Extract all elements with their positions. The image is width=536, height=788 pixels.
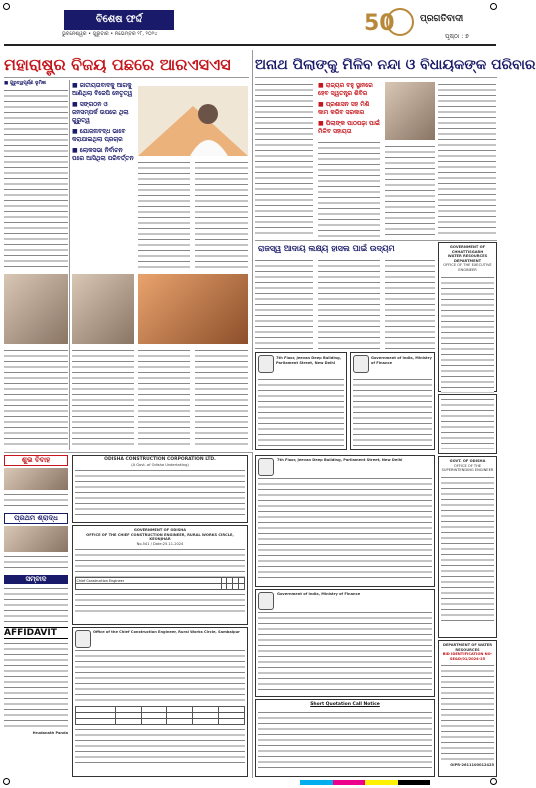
affidavit-body <box>4 641 68 731</box>
body-text <box>255 82 313 237</box>
body-text <box>318 140 380 237</box>
pfrda-notice-4 <box>255 589 435 697</box>
paper-name: ପ୍ରଗତିବାଦୀ <box>420 14 464 24</box>
affidavit-title: AFFIDAVIT <box>4 627 68 639</box>
ojr-id: OIPR-2611100012425 <box>450 763 494 768</box>
left-headline-box <box>4 52 249 78</box>
col1-title: ■ ଗୁରୁତ୍ୱପୂର୍ଣ୍ଣ ଭୂମିକା <box>4 81 47 86</box>
rural-works-notice <box>72 525 248 625</box>
sambalpur-table <box>75 706 245 725</box>
bullet-2: ■ ସଙ୍ଗଠନ ଓ ଜନସମ୍ପର୍କ ଉପରେ ଥିଲା ଗୁରୁତ୍ୱ <box>72 101 129 124</box>
occ-body <box>75 468 245 518</box>
pfrda-body-2 <box>258 476 432 580</box>
right-bullet-1: ■ ରାଜ୍ୟର ବହୁ ସ୍ଥାନରେ ହେବ ସ୍ୱତନ୍ତ୍ର ଶିବିର <box>318 82 373 97</box>
rural-body <box>75 547 245 577</box>
classified-box-2: ପ୍ରଥମ ଶ୍ରାଦ୍ଧ <box>4 513 68 524</box>
body-text <box>138 348 190 448</box>
chh-office: OFFICE OF THE EXECUTIVE ENGINEER <box>443 263 492 272</box>
body-text <box>72 348 134 448</box>
classified-text <box>4 554 68 572</box>
occ-notice <box>72 455 248 523</box>
superintending-body <box>441 475 494 625</box>
rural-footer <box>75 592 245 612</box>
logo-number: 50 <box>364 11 395 36</box>
emblem-icon <box>258 458 274 476</box>
registration-mark <box>3 778 10 785</box>
occ-sub: (A Govt. of Odisha Undertaking) <box>131 462 189 467</box>
quotation-notice <box>255 699 435 777</box>
rural-title: OFFICE OF THE CHIEF CONSTRUCTION ENGINEER, RURAL WORKS CIRCLE, KEONJHAR <box>86 532 234 542</box>
bullet-4: ■ ଲୋକସଭା ନିର୍ବାଚନ ପରେ ଆସିଥିଲା ପରିବର୍ତ୍ତନ <box>72 147 134 162</box>
left-headline: ମହାରାଷ୍ଟ୍ର ବିଜୟ ପଛରେ ଆରଏସଏସ <box>4 55 231 74</box>
masthead <box>0 0 500 44</box>
classified-photo <box>4 526 68 552</box>
gov-odisha: GOVERNMENT OF ODISHA <box>133 528 187 532</box>
pfrda-notice-1 <box>255 352 347 450</box>
sambalpur-footer <box>75 727 245 767</box>
body-text <box>385 144 435 237</box>
masthead-rule <box>4 44 496 46</box>
right-bullet-3: ■ ପିଲାଙ୍କ ପାଠପଢ଼ା ପାଇଁ ମିଳିବ ସହାୟତା <box>318 120 380 135</box>
dept-title: DEPARTMENT OF WATER RESOURCES <box>442 643 493 652</box>
classified-text <box>4 492 68 510</box>
col1-text <box>4 88 68 268</box>
left-col1 <box>4 80 68 270</box>
chh-body <box>441 275 494 393</box>
pfrda-body <box>258 377 344 447</box>
rural-no: No.541 / Date:25.11.2024 <box>136 541 184 546</box>
tender-id: BID IDENTIFICATION NO-SE&D/01/2024-25 <box>442 652 493 661</box>
chhattisgarh-notice <box>438 242 497 392</box>
classified-box-1: ଶୁଭ ବିବାହ <box>4 455 68 466</box>
leader-photo-1 <box>4 274 68 344</box>
rally-photo <box>138 274 248 344</box>
tender-cat: Chief Construction Engineer <box>76 578 222 584</box>
body-text <box>195 348 248 448</box>
column-separator <box>252 50 253 450</box>
body-text <box>438 82 496 237</box>
affidavit-signature: Hrudanath Panda <box>32 731 68 735</box>
quotation-body <box>258 710 432 772</box>
emblem-icon <box>75 630 91 648</box>
bullet-3: ■ ଯୋଜନାବଦ୍ଧ ଭାବେ କରାଯାଇଥିଲା ପ୍ରଚାର <box>72 128 126 143</box>
classified-photo <box>4 468 68 490</box>
quotation-title: Short Quotation Call Notice <box>310 702 380 707</box>
divider <box>255 240 497 241</box>
ojr-body <box>441 397 494 449</box>
ojr-notice <box>438 394 497 454</box>
emblem-icon <box>258 355 274 373</box>
registration-mark <box>490 778 497 785</box>
classified-text <box>4 586 68 624</box>
right-headline: ଅନାଥ ପିଲାଙ୍କୁ ମିଳିବ ନନ୍ଦା ଓ ବିଧାୟକଙ୍କ ପରିବାର <box>255 57 536 73</box>
water-resources-notice <box>438 640 497 777</box>
chh-title: GOVERNMENT OF CHHATTISGARH <box>449 245 486 254</box>
anniversary-logo-icon <box>360 6 416 38</box>
water-body <box>441 663 494 763</box>
finance-title-2: Government of India, Ministry of Finance <box>277 592 361 596</box>
page-number: ପୃଷ୍ଠା : ୭ <box>445 33 469 40</box>
right-bullet-2: ■ ପ୍ରଶାସନ ସହ ମିଶି କାମ କରିବ ସରକାର <box>318 101 370 116</box>
finance-body <box>353 377 432 447</box>
body-text <box>385 258 435 350</box>
pfrda-notice-3 <box>255 455 435 587</box>
body-text <box>318 258 380 350</box>
masthead-subtitle: ଭୁବନେଶ୍ୱର • ଗୁରୁବାର • ନଭେମ୍ବର ୨୮, ୨୦୨୪ <box>62 31 158 37</box>
right-bullets <box>318 82 380 136</box>
emblem-icon <box>258 592 274 610</box>
person-photo-icon <box>138 86 248 156</box>
classifieds-column <box>4 455 68 775</box>
sambalpur-notice <box>72 627 248 777</box>
left-bullets <box>72 82 134 163</box>
chh-water: WATER RESOURCES DEPARTMENT <box>447 254 488 263</box>
superintending-notice <box>438 456 497 638</box>
chief-title: Office of the Chief Construction Engineer, Rural Works Circle, Sambalpur <box>93 630 240 634</box>
pfrda-notice-2 <box>350 352 435 450</box>
tender-table <box>75 577 245 590</box>
classified-box-3: ସମ୍ବାଦ <box>4 575 68 584</box>
finance-title: Government of India, Ministry of Finance <box>371 356 432 365</box>
right-headline-box <box>255 52 536 78</box>
pfrda-title: 7th Floor, Jeevan Deep Building, Parliament Street, New Delhi <box>276 356 342 365</box>
occ-title: ODISHA CONSTRUCTION CORPORATION LTD. <box>104 457 216 462</box>
column-separator <box>252 452 253 778</box>
body-text <box>255 258 313 350</box>
color-bar <box>300 780 430 785</box>
body-text <box>4 348 68 448</box>
column-separator <box>69 80 70 450</box>
pfrda-body-3 <box>258 610 432 690</box>
rss-leader-photo <box>138 86 248 156</box>
right-subheadline: ରାଜସ୍ୱ ଆଦାୟ ଲକ୍ଷ୍ୟ ହାସଲ ପାଇଁ ଉଦ୍ୟମ <box>258 244 395 253</box>
body-text <box>138 160 190 270</box>
divider <box>4 452 252 453</box>
emblem-icon <box>353 355 369 373</box>
goa-sub: OFFICE OF THE SUPERINTENDING ENGINEER <box>441 463 494 473</box>
minister-photo <box>385 82 435 140</box>
goa-title: GOVT. OF ODISHA <box>449 459 486 463</box>
bullet-1: ■ ଜାତୀୟତାବାଦକୁ ଆଗକୁ ଆଣିଥିଲା ବିଜେପି ନେତୃତ୍ୱ <box>72 82 133 97</box>
section-title: ବିଶେଷ ଫର୍ଦ୍ଦ <box>64 10 174 30</box>
sambalpur-body <box>75 648 245 704</box>
pfrda-title-2: 7th Floor, Jeevan Deep Building, Parliament Street, New Delhi <box>277 458 403 462</box>
leader-photo-2 <box>72 274 134 344</box>
body-text <box>195 160 248 270</box>
